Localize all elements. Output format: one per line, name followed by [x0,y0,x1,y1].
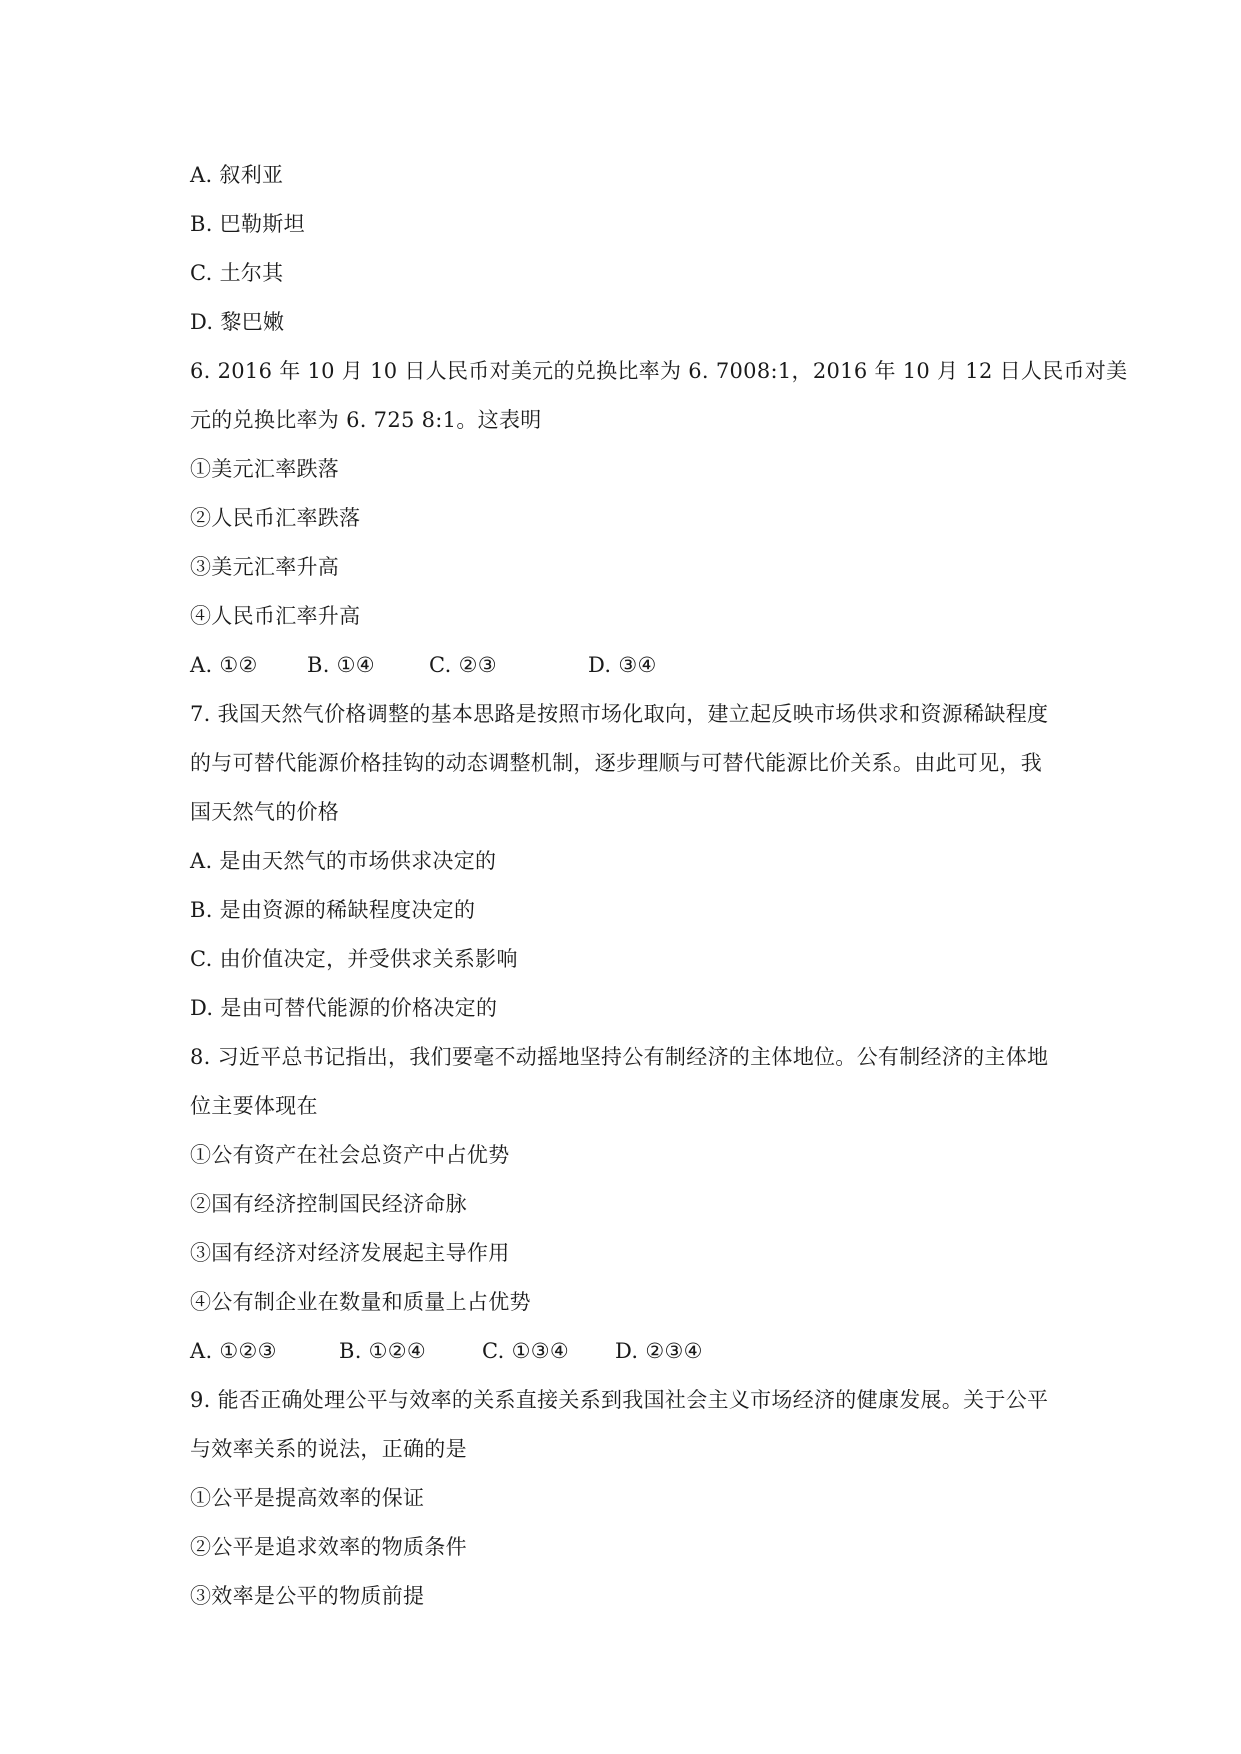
q9-statement-2: ②公平是追求效率的物质条件 [190,1535,467,1559]
q6-statement-1: ①美元汇率跌落 [190,457,340,481]
q9-stem-line-1: 9. 能否正确处理公平与效率的关系直接关系到我国社会主义市场经济的健康发展。关于公平 [190,1388,1049,1412]
q8-choice-a: A. ①②③ [190,1339,277,1363]
q7-option-d: D. 是由可替代能源的价格决定的 [190,996,498,1020]
q8-choice-c: C. ①③④ [482,1339,569,1363]
q5-option-a: A. 叙利亚 [190,163,284,187]
q8-choices [190,1337,703,1365]
q6-statement-4: ④人民币汇率升高 [190,604,361,628]
q5-option-b: B. 巴勒斯坦 [190,212,305,236]
q6-stem-line-1: 6. 2016 年 10 月 10 日人民币对美元的兑换比率为 6. 7008:1，2016 年 10 月 12 日人民币对美 [190,359,1128,383]
q9-stem-line-2: 与效率关系的说法，正确的是 [190,1437,467,1461]
q5-option-c: C. 土尔其 [190,261,284,285]
q8-choice-d: D. ②③④ [615,1339,703,1363]
q8-stem-line-2: 位主要体现在 [190,1094,318,1118]
q6-stem-line-2: 元的兑换比率为 6. 725 8:1。这表明 [190,408,542,432]
q6-choice-b: B. ①④ [307,653,375,677]
q6-statement-3: ③美元汇率升高 [190,555,340,579]
q7-stem-line-3: 国天然气的价格 [190,800,340,824]
q8-stem-line-1: 8. 习近平总书记指出，我们要毫不动摇地坚持公有制经济的主体地位。公有制经济的主体地 [190,1045,1049,1069]
q7-stem-line-2: 的与可替代能源价格挂钩的动态调整机制，逐步理顺与可替代能源比价关系。由此可见，我 [190,751,1042,775]
q7-option-a: A. 是由天然气的市场供求决定的 [190,849,497,873]
q6-choice-a: A. ①② [190,653,258,677]
q9-statement-1: ①公平是提高效率的保证 [190,1486,425,1510]
q8-choice-b: B. ①②④ [339,1339,427,1363]
q8-statement-4: ④公有制企业在数量和质量上占优势 [190,1290,531,1314]
q6-choice-c: C. ②③ [429,653,497,677]
q5-option-d: D. 黎巴嫩 [190,310,285,334]
q8-statement-2: ②国有经济控制国民经济命脉 [190,1192,467,1216]
q6-choices [190,651,657,679]
q6-choice-d: D. ③④ [588,653,657,677]
q8-statement-1: ①公有资产在社会总资产中占优势 [190,1143,510,1167]
q8-statement-3: ③国有经济对经济发展起主导作用 [190,1241,510,1265]
q7-option-b: B. 是由资源的稀缺程度决定的 [190,898,476,922]
q6-statement-2: ②人民币汇率跌落 [190,506,361,530]
q7-option-c: C. 由价值决定，并受供求关系影响 [190,947,518,971]
q7-stem-line-1: 7. 我国天然气价格调整的基本思路是按照市场化取向，建立起反映市场供求和资源稀缺程度 [190,702,1049,726]
q9-statement-3: ③效率是公平的物质前提 [190,1584,425,1608]
